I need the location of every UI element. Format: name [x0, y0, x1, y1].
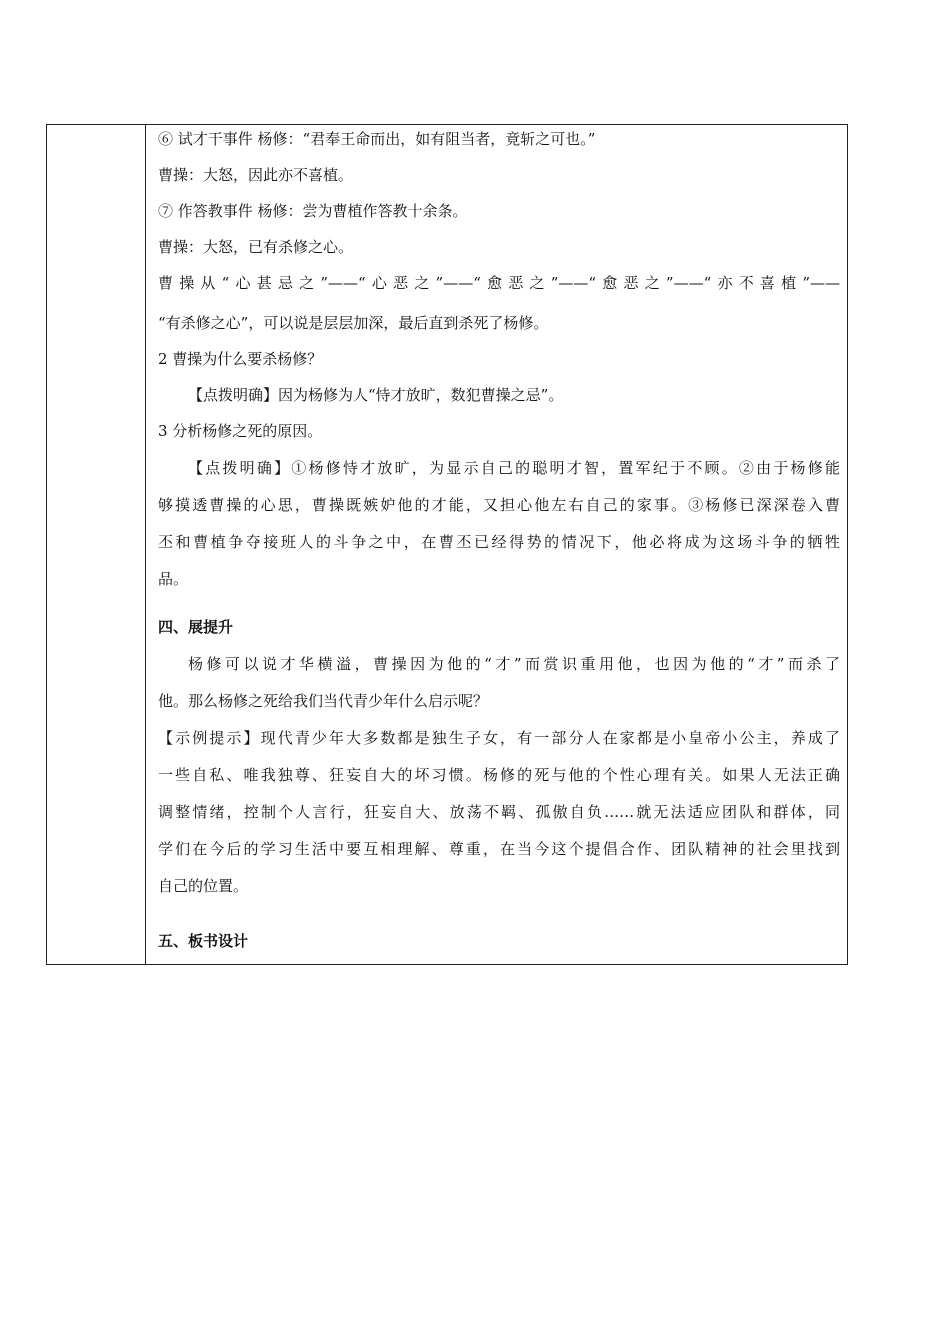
- text-line: 杨修可以说才华横溢，曹操因为他的“才”而赏识重用他，也因为他的“才”而杀了: [188, 655, 840, 673]
- text-line: “有杀修之心”，可以说是层层加深，最后直到杀死了杨修。: [158, 314, 549, 332]
- question-line: 3 分析杨修之死的原因。: [158, 422, 323, 440]
- paragraph-escalation: [158, 273, 840, 293]
- answer-line: 【点拨明确】因为杨修为人“恃才放旷，数犯曹操之忌”。: [188, 386, 564, 404]
- table-left-column: [47, 125, 146, 964]
- paragraph-extension: [158, 654, 840, 711]
- text-line: 学们在今后的学习生活中要互相理解、尊重，在当今这个提倡合作、团队精神的社会里找到: [158, 840, 840, 858]
- section-heading: 四、展提升: [158, 618, 234, 636]
- text-line: 调整情绪，控制个人言行，狂妄自大、放荡不羁、孤傲自负……就无法适应团队和群体，同: [158, 803, 840, 821]
- paragraph-example: [158, 728, 840, 896]
- text-line: 一些自私、唯我独尊、狂妄自大的坏习惯。杨修的死与他的个性心理有关。如果人无法正确: [158, 766, 840, 784]
- text-line: 曹操：大怒，已有杀修之心。: [158, 238, 354, 256]
- text-line: 够摸透曹操的心思，曹操既嫉妒他的才能，又担心他左右自己的家事。③杨修已深深卷入曹: [158, 496, 840, 514]
- text-line: 丕和曹植争夺接班人的斗争之中，在曹丕已经得势的情况下，他必将成为这场斗争的牺牲: [158, 533, 840, 551]
- text-line: ⑥ 试才干事件 杨修：“君奉王命而出，如有阻当者，竟斩之可也。”: [158, 130, 596, 148]
- text-line: ⑦ 作答教事件 杨修：尝为曹植作答教十余条。: [158, 202, 468, 220]
- text-line: 品。: [158, 570, 189, 588]
- question-line: 2 曹操为什么要杀杨修？: [158, 350, 323, 368]
- text-line: 曹操从“心甚忌之”——“心恶之”——“愈恶之”——“愈恶之”——“亦不喜植”——: [158, 274, 840, 292]
- text-line: 他。那么杨修之死给我们当代青少年什么启示呢？: [158, 692, 489, 710]
- section-heading: 五、板书设计: [158, 932, 249, 950]
- text-line: 【点拨明确】①杨修恃才放旷，为显示自己的聪明才智，置军纪于不顾。②由于杨修能: [188, 459, 840, 477]
- text-line: 自己的位置。: [158, 877, 249, 895]
- lesson-table: [46, 124, 848, 965]
- text-line: 【示例提示】现代青少年大多数都是独生子女，有一部分人在家都是小皇帝小公主，养成了: [158, 729, 840, 747]
- paragraph-causes: [158, 458, 840, 589]
- text-line: 曹操：大怒，因此亦不喜植。: [158, 166, 354, 184]
